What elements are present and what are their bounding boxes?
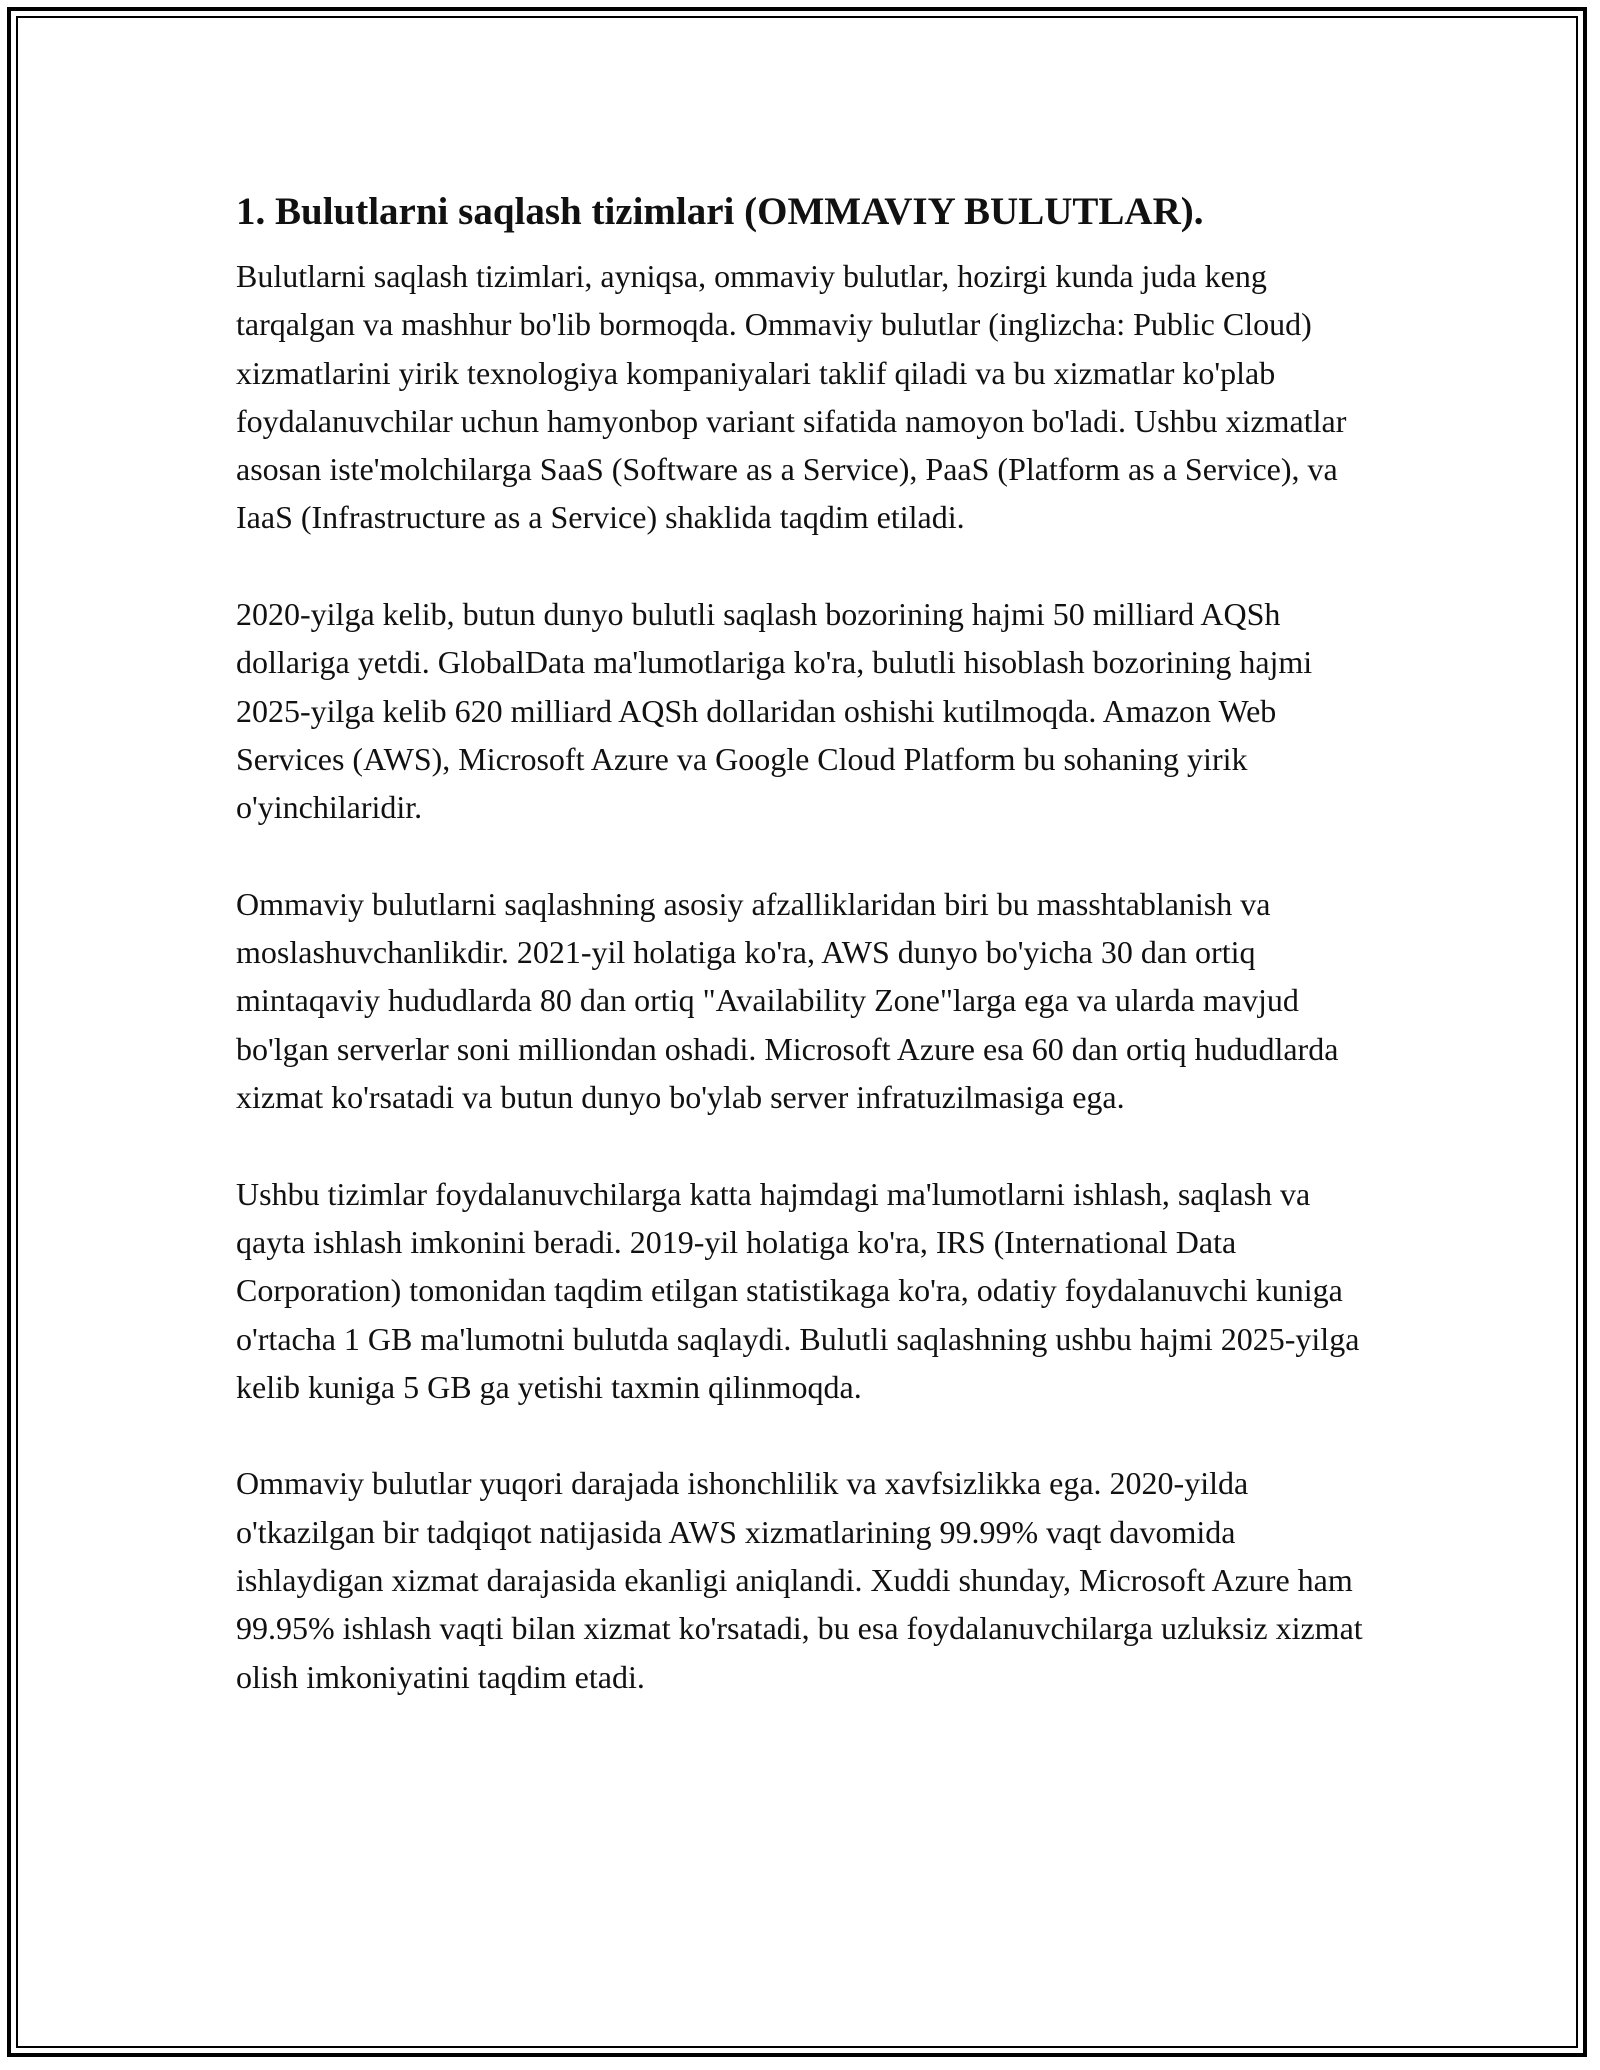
paragraph-market-size: 2020-yilga kelib, butun dunyo bulutli saqlash bozorining hajmi 50 milliard AQSh dollariga yetdi. GlobalData ma'lumotlariga ko'ra, bulutli hisoblash bozorining hajmi 2025-yilga kelib 620 milliard AQSh dollaridan oshishi kutilmoqda. Amazon Web Services (AWS), Microsoft Azure va Google Cloud Platform bu sohaning yirik o'yinchilaridir. — [236, 596, 1313, 826]
paragraph-data-usage: Ushbu tizimlar foydalanuvchilarga katta hajmdagi ma'lumotlarni ishlash, saqlash va qayta ishlash imkonini beradi. 2019-yil holatiga ko'ra, IRS (International Data Corporation) tomonidan taqdim etilgan statistikaga ko'ra, odatiy foydalanuvchi kuniga o'rtacha 1 GB ma'lumotni bulutda saqlaydi. Bulutli saqlashning ushbu hajmi 2025-yilga kelib kuniga 5 GB ga yetishi taxmin qilinmoqda. — [236, 1175, 1360, 1405]
document-body — [236, 186, 1386, 1701]
paragraph-reliability: Ommaviy bulutlar yuqori darajada ishonchlilik va xavfsizlikka ega. 2020-yilda o'tkazilgan bir tadqiqot natijasida AWS xizmatlarining 99.99% vaqt davomida ishlaydigan xizmat darajasida ekanligi aniqlandi. Xuddi shunday, Microsoft Azure ham 99.95% ishlash vaqti bilan xizmat ko'rsatadi, bu esa foydalanuvchilarga uzluksiz xizmat olish imkoniyatini taqdim etadi. — [236, 1465, 1363, 1695]
section-heading: 1. Bulutlarni saqlash tizimlari (OMMAVIY BULUTLAR). — [236, 190, 1204, 233]
paragraph-scalability: Ommaviy bulutlarni saqlashning asosiy afzalliklaridan biri bu masshtablanish va moslashuvchanlikdir. 2021-yil holatiga ko'ra, AWS dunyo bo'yicha 30 dan ortiq mintaqaviy hududlarda 80 dan ortiq "Availability Zone"larga ega va ularda mavjud bo'lgan serverlar soni milliondan oshadi. Microsoft Azure esa 60 dan ortiq hududlarda xizmat ko'rsatadi va butun dunyo bo'ylab server infratuzilmasiga ega. — [236, 885, 1339, 1116]
paragraph-intro: Bulutlarni saqlash tizimlari, ayniqsa, ommaviy bulutlar, hozirgi kunda juda keng tarqalgan va mashhur bo'lib bormoqda. Ommaviy bulutlar (inglizcha: Public Cloud) xizmatlarini yirik texnologiya kompaniyalari taklif qiladi va bu xizmatlar ko'plab foydalanuvchilar uchun hamyonbop variant sifatida namoyon bo'ladi. Ushbu xizmatlar asosan iste'molchilarga SaaS (Software as a Service), PaaS (Platform as a Service), va IaaS (Infrastructure as a Service) shaklida taqdim etiladi. — [236, 258, 1347, 536]
